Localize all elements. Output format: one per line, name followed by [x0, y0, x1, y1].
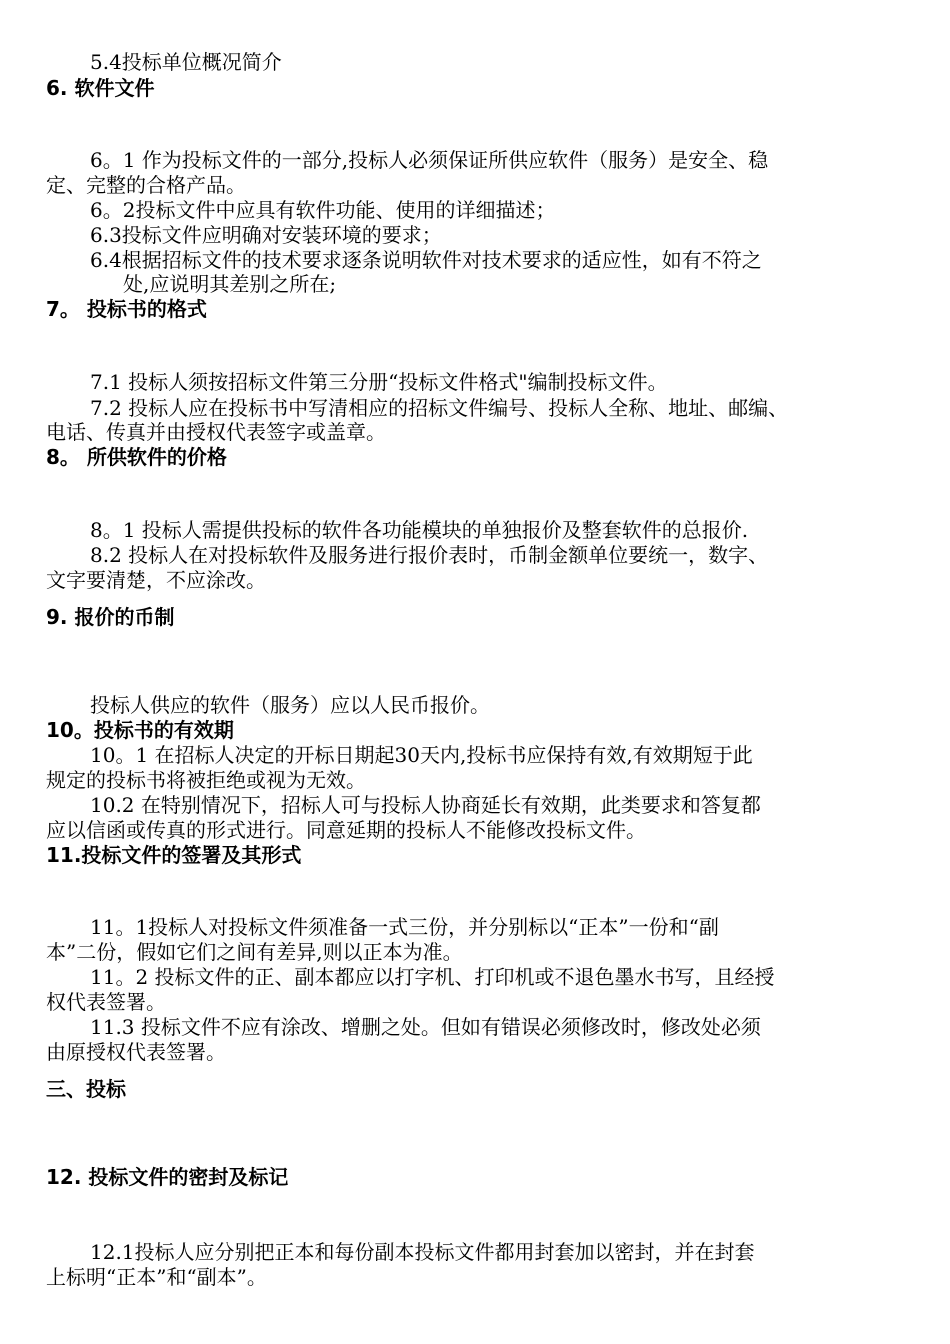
item-10-2-cont: 应以信函或传真的形式进行。同意延期的投标人不能修改投标文件。 — [46, 818, 646, 842]
item-6-1-cont: 定、完整的合格产品。 — [46, 173, 246, 197]
item-8-2-cont: 文字要清楚，不应涂改。 — [46, 568, 266, 592]
item-8-2: 8.2 投标人在对投标软件及服务进行报价表时，币制金额单位要统一，数字、 — [90, 543, 769, 567]
item-6-3: 6.3投标文件应明确对安装环境的要求； — [90, 223, 442, 247]
heading-9: 9. 报价的币制 — [46, 605, 175, 629]
item-10-2: 10.2 在特别情况下，招标人可与投标人协商延长有效期，此类要求和答复都 — [90, 793, 761, 817]
item-9-body: 投标人供应的软件（服务）应以人民币报价。 — [90, 693, 490, 717]
heading-11: 11.投标文件的签署及其形式 — [46, 843, 302, 867]
item-11-2: 11。2 投标文件的正、副本都应以打字机、打印机或不退色墨水书写，且经授 — [90, 965, 775, 989]
heading-10: 10。投标书的有效期 — [46, 718, 234, 742]
item-11-1-cont: 本”二份，假如它们之间有差异,则以正本为准。 — [46, 940, 463, 964]
item-12-1: 12.1投标人应分别把正本和每份副本投标文件都用封套加以密封，并在封套 — [90, 1240, 755, 1264]
item-11-2-cont: 权代表签署。 — [46, 990, 166, 1014]
item-10-1: 10。1 在招标人决定的开标日期起30天内,投标书应保持有效,有效期短于此 — [90, 743, 753, 767]
item-7-2: 7.2 投标人应在投标书中写清相应的招标文件编号、投标人全称、地址、邮编、 — [90, 396, 789, 420]
item-11-3-cont: 由原授权代表签署。 — [46, 1040, 226, 1064]
heading-section-3: 三、投标 — [46, 1077, 126, 1101]
item-6-2: 6。2投标文件中应具有软件功能、使用的详细描述； — [90, 198, 556, 222]
item-7-2-cont: 电话、传真并由授权代表签字或盖章。 — [46, 420, 386, 444]
item-12-1-cont: 上标明“正本”和“副本”。 — [46, 1265, 267, 1289]
heading-8: 8。 所供软件的价格 — [46, 445, 227, 469]
item-6-4-cont: 处,应说明其差别之所在; — [123, 272, 337, 296]
item-6-1: 6。1 作为投标文件的一部分,投标人必须保证所供应软件（服务）是安全、稳 — [90, 148, 769, 172]
item-10-1-cont: 规定的投标书将被拒绝或视为无效。 — [46, 768, 366, 792]
heading-6: 6. 软件文件 — [46, 76, 155, 100]
item-7-1: 7.1 投标人须按招标文件第三分册“投标文件格式"编制投标文件。 — [90, 370, 668, 394]
item-11-3: 11.3 投标文件不应有涂改、增删之处。但如有错误必须修改时，修改处必须 — [90, 1015, 761, 1039]
item-8-1: 8。1 投标人需提供投标的软件各功能模块的单独报价及整套软件的总报价. — [90, 518, 749, 542]
heading-12: 12. 投标文件的密封及标记 — [46, 1165, 289, 1189]
heading-7: 7。 投标书的格式 — [46, 297, 207, 321]
item-11-1: 11。1投标人对投标文件须准备一式三份，并分别标以“正本”一份和“副 — [90, 915, 719, 939]
item-5-4: 5.4投标单位概况简介 — [90, 50, 282, 74]
item-6-4: 6.4根据招标文件的技术要求逐条说明软件对技术要求的适应性，如有不符之 — [90, 248, 762, 272]
